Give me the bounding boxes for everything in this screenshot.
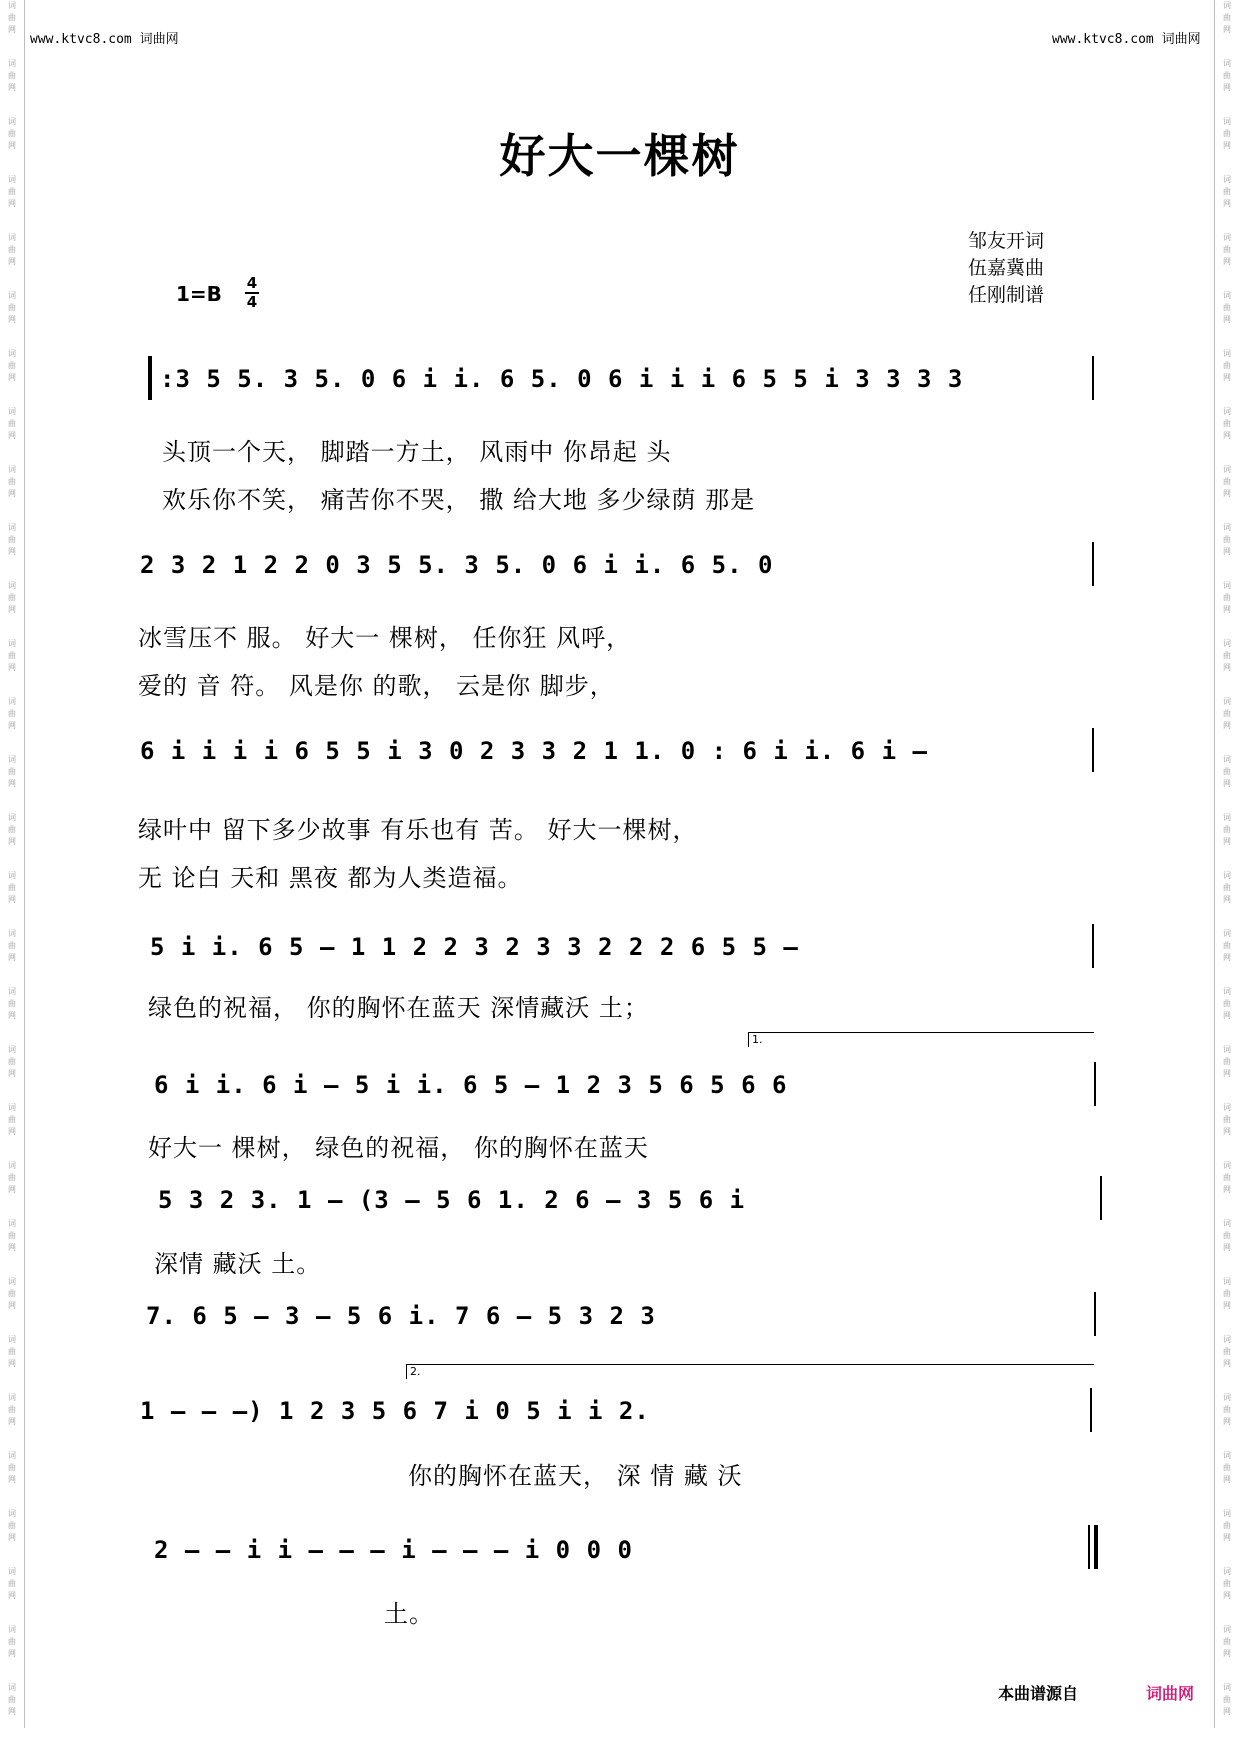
watermark-text: 词 曲 网 — [8, 1103, 16, 1136]
barline — [1100, 1176, 1102, 1220]
time-signature-top: 4 — [246, 274, 258, 292]
lyric-row-5: 好大一 棵树， 绿色的祝福， 你的胸怀在蓝天 — [148, 1134, 649, 1162]
watermark-text: 词 曲 网 — [8, 1277, 16, 1310]
footer-brand-link[interactable]: 词曲网 — [1146, 1684, 1195, 1703]
watermark-text: 词 曲 网 — [8, 1393, 16, 1426]
watermark-text: 词 曲 网 — [1223, 581, 1231, 614]
watermark-text: 词 曲 网 — [8, 117, 16, 150]
watermark-text: 词 曲 网 — [1223, 697, 1231, 730]
final-barline — [1088, 1525, 1090, 1569]
watermark-text: 词 曲 网 — [1223, 1161, 1231, 1194]
barline — [1092, 924, 1094, 968]
watermark-text: 词 曲 网 — [1223, 1683, 1231, 1716]
notation-row-9: 2 – – i i – – – i – – – i 0 0 0 — [154, 1536, 633, 1564]
watermark-text: 词 曲 网 — [1223, 929, 1231, 962]
watermark-text: 词 曲 网 — [1223, 987, 1231, 1020]
watermark-left — [2, 0, 22, 1740]
first-ending-bracket: 1. — [748, 1032, 1094, 1047]
watermark-text: 词 曲 网 — [8, 1219, 16, 1252]
lyric-row-6: 深情 藏沃 土。 — [154, 1250, 322, 1278]
notation-row-3: 6 i i i i 6 5 5 i 3 0 2 3 3 2 1 1. 0 : 6 i i. 6 i – — [140, 737, 928, 765]
notation-row-7: 7. 6 5 – 3 – 5 6 i. 7 6 – 5 3 2 3 — [146, 1302, 656, 1330]
watermark-text: 词 曲 网 — [8, 1335, 16, 1368]
barline — [1092, 542, 1094, 586]
watermark-text: 词 曲 网 — [8, 59, 16, 92]
composer-credit: 伍嘉冀曲 — [968, 257, 1045, 279]
watermark-text: 词 曲 网 — [8, 175, 16, 208]
lyric-row-1-verse-1: 头顶一个天， 脚踏一方土， 风雨中 你昂起 头 — [162, 438, 672, 466]
watermark-text: 词 曲 网 — [1223, 1509, 1231, 1542]
time-signature — [245, 276, 259, 310]
watermark-text: 词 曲 网 — [1223, 465, 1231, 498]
watermark-text: 词 曲 网 — [1223, 813, 1231, 846]
barline — [1090, 1388, 1092, 1432]
site-url-left: www.ktvc8.com 词曲网 — [30, 32, 179, 47]
lyric-row-3-verse-2: 无 论白 天和 黑夜 都为人类造福。 — [138, 864, 523, 892]
watermark-text: 词 曲 网 — [1223, 349, 1231, 382]
watermark-text: 词 曲 网 — [8, 1509, 16, 1542]
watermark-text: 词 曲 网 — [8, 929, 16, 962]
watermark-text: 词 曲 网 — [1223, 871, 1231, 904]
watermark-text: 词 曲 网 — [8, 407, 16, 440]
barline — [1094, 1292, 1096, 1336]
notation-row-2: 2 3 2 1 2 2 0 3 5 5. 3 5. 0 6 i i. 6 5. 0 — [140, 551, 774, 579]
watermark-text: 词 曲 网 — [1223, 1451, 1231, 1484]
watermark-right — [1217, 0, 1237, 1740]
site-url-right: www.ktvc8.com 词曲网 — [1052, 32, 1201, 47]
watermark-text: 词 曲 网 — [1223, 1625, 1231, 1658]
watermark-text: 词 曲 网 — [8, 1625, 16, 1658]
watermark-text: 词 曲 网 — [1223, 1045, 1231, 1078]
watermark-text: 词 曲 网 — [8, 1, 16, 34]
lyric-row-3-verse-1: 绿叶中 留下多少故事 有乐也有 苦。 好大一棵树， — [138, 816, 698, 844]
lyric-row-2-verse-2: 爱的 音 符。 风是你 的歌， 云是你 脚步， — [138, 672, 615, 700]
footer-source-label: 本曲谱源自 — [998, 1684, 1079, 1703]
barline — [1094, 1062, 1096, 1106]
watermark-text: 词 曲 网 — [1223, 1, 1231, 34]
watermark-text: 词 曲 网 — [8, 523, 16, 556]
lyric-row-4: 绿色的祝福， 你的胸怀在蓝天 深情藏沃 土； — [148, 994, 649, 1022]
transcriber-credit: 任刚制谱 — [968, 284, 1045, 306]
lyricist-credit: 邹友开词 — [968, 230, 1045, 252]
watermark-text: 词 曲 网 — [1223, 1103, 1231, 1136]
watermark-text: 词 曲 网 — [1223, 523, 1231, 556]
lyric-row-2-verse-1: 冰雪压不 服。 好大一 棵树， 任你狂 风呼， — [138, 624, 632, 652]
watermark-text: 词 曲 网 — [8, 987, 16, 1020]
notation-row-5: 6 i i. 6 i – 5 i i. 6 5 – 1 2 3 5 6 5 6 6 — [154, 1071, 788, 1099]
watermark-text: 词 曲 网 — [8, 1045, 16, 1078]
lyric-row-8: 你的胸怀在蓝天， 深 情 藏 沃 — [408, 1462, 743, 1490]
barline — [1092, 728, 1094, 772]
watermark-text: 词 曲 网 — [8, 639, 16, 672]
watermark-text: 词 曲 网 — [1223, 59, 1231, 92]
watermark-text: 词 曲 网 — [1223, 175, 1231, 208]
credits — [968, 228, 1044, 309]
watermark-text: 词 曲 网 — [1223, 117, 1231, 150]
watermark-text: 词 曲 网 — [1223, 1277, 1231, 1310]
watermark-text: 词 曲 网 — [8, 233, 16, 266]
watermark-text: 词 曲 网 — [8, 1161, 16, 1194]
song-title: 好大一棵树 — [499, 129, 740, 183]
repeat-start-barline — [148, 356, 152, 400]
key-signature: 1=B — [176, 282, 222, 306]
watermark-text: 词 曲 网 — [1223, 639, 1231, 672]
watermark-text: 词 曲 网 — [1223, 291, 1231, 324]
watermark-text: 词 曲 网 — [8, 755, 16, 788]
watermark-text: 词 曲 网 — [1223, 755, 1231, 788]
lyric-row-1-verse-2: 欢乐你不笑， 痛苦你不哭， 撒 给大地 多少绿荫 那是 — [162, 486, 756, 514]
watermark-text: 词 曲 网 — [8, 1451, 16, 1484]
second-ending-bracket: 2. — [406, 1364, 1094, 1379]
watermark-text: 词 曲 网 — [8, 813, 16, 846]
watermark-text: 词 曲 网 — [1223, 1567, 1231, 1600]
watermark-text: 词 曲 网 — [8, 1683, 16, 1716]
watermark-text: 词 曲 网 — [8, 1567, 16, 1600]
time-signature-bottom: 4 — [246, 293, 258, 311]
watermark-text: 词 曲 网 — [8, 291, 16, 324]
watermark-text: 词 曲 网 — [1223, 1393, 1231, 1426]
notation-row-1: :3 5 5. 3 5. 0 6 i i. 6 5. 0 6 i i i 6 5 5 i 3 3 3 3 — [160, 365, 964, 393]
final-barline-thick — [1094, 1525, 1098, 1569]
barline — [1092, 356, 1094, 400]
watermark-text: 词 曲 网 — [8, 349, 16, 382]
watermark-text: 词 曲 网 — [1223, 1219, 1231, 1252]
watermark-text: 词 曲 网 — [8, 581, 16, 614]
watermark-text: 词 曲 网 — [1223, 1335, 1231, 1368]
watermark-text: 词 曲 网 — [8, 871, 16, 904]
left-border-line — [24, 0, 25, 1728]
watermark-text: 词 曲 网 — [1223, 407, 1231, 440]
notation-row-6: 5 3 2 3. 1 – (3 – 5 6 1. 2 6 – 3 5 6 i — [158, 1186, 746, 1214]
watermark-text: 词 曲 网 — [1223, 233, 1231, 266]
watermark-text: 词 曲 网 — [8, 697, 16, 730]
lyric-row-9: 土。 — [384, 1600, 434, 1628]
watermark-text: 词 曲 网 — [8, 465, 16, 498]
notation-row-8: 1 – – –) 1 2 3 5 6 7 i 0 5 i i 2. — [140, 1397, 650, 1425]
right-border-line — [1214, 0, 1215, 1728]
notation-row-4: 5 i i. 6 5 – 1 1 2 2 3 2 3 3 2 2 2 6 5 5 – — [150, 933, 799, 961]
